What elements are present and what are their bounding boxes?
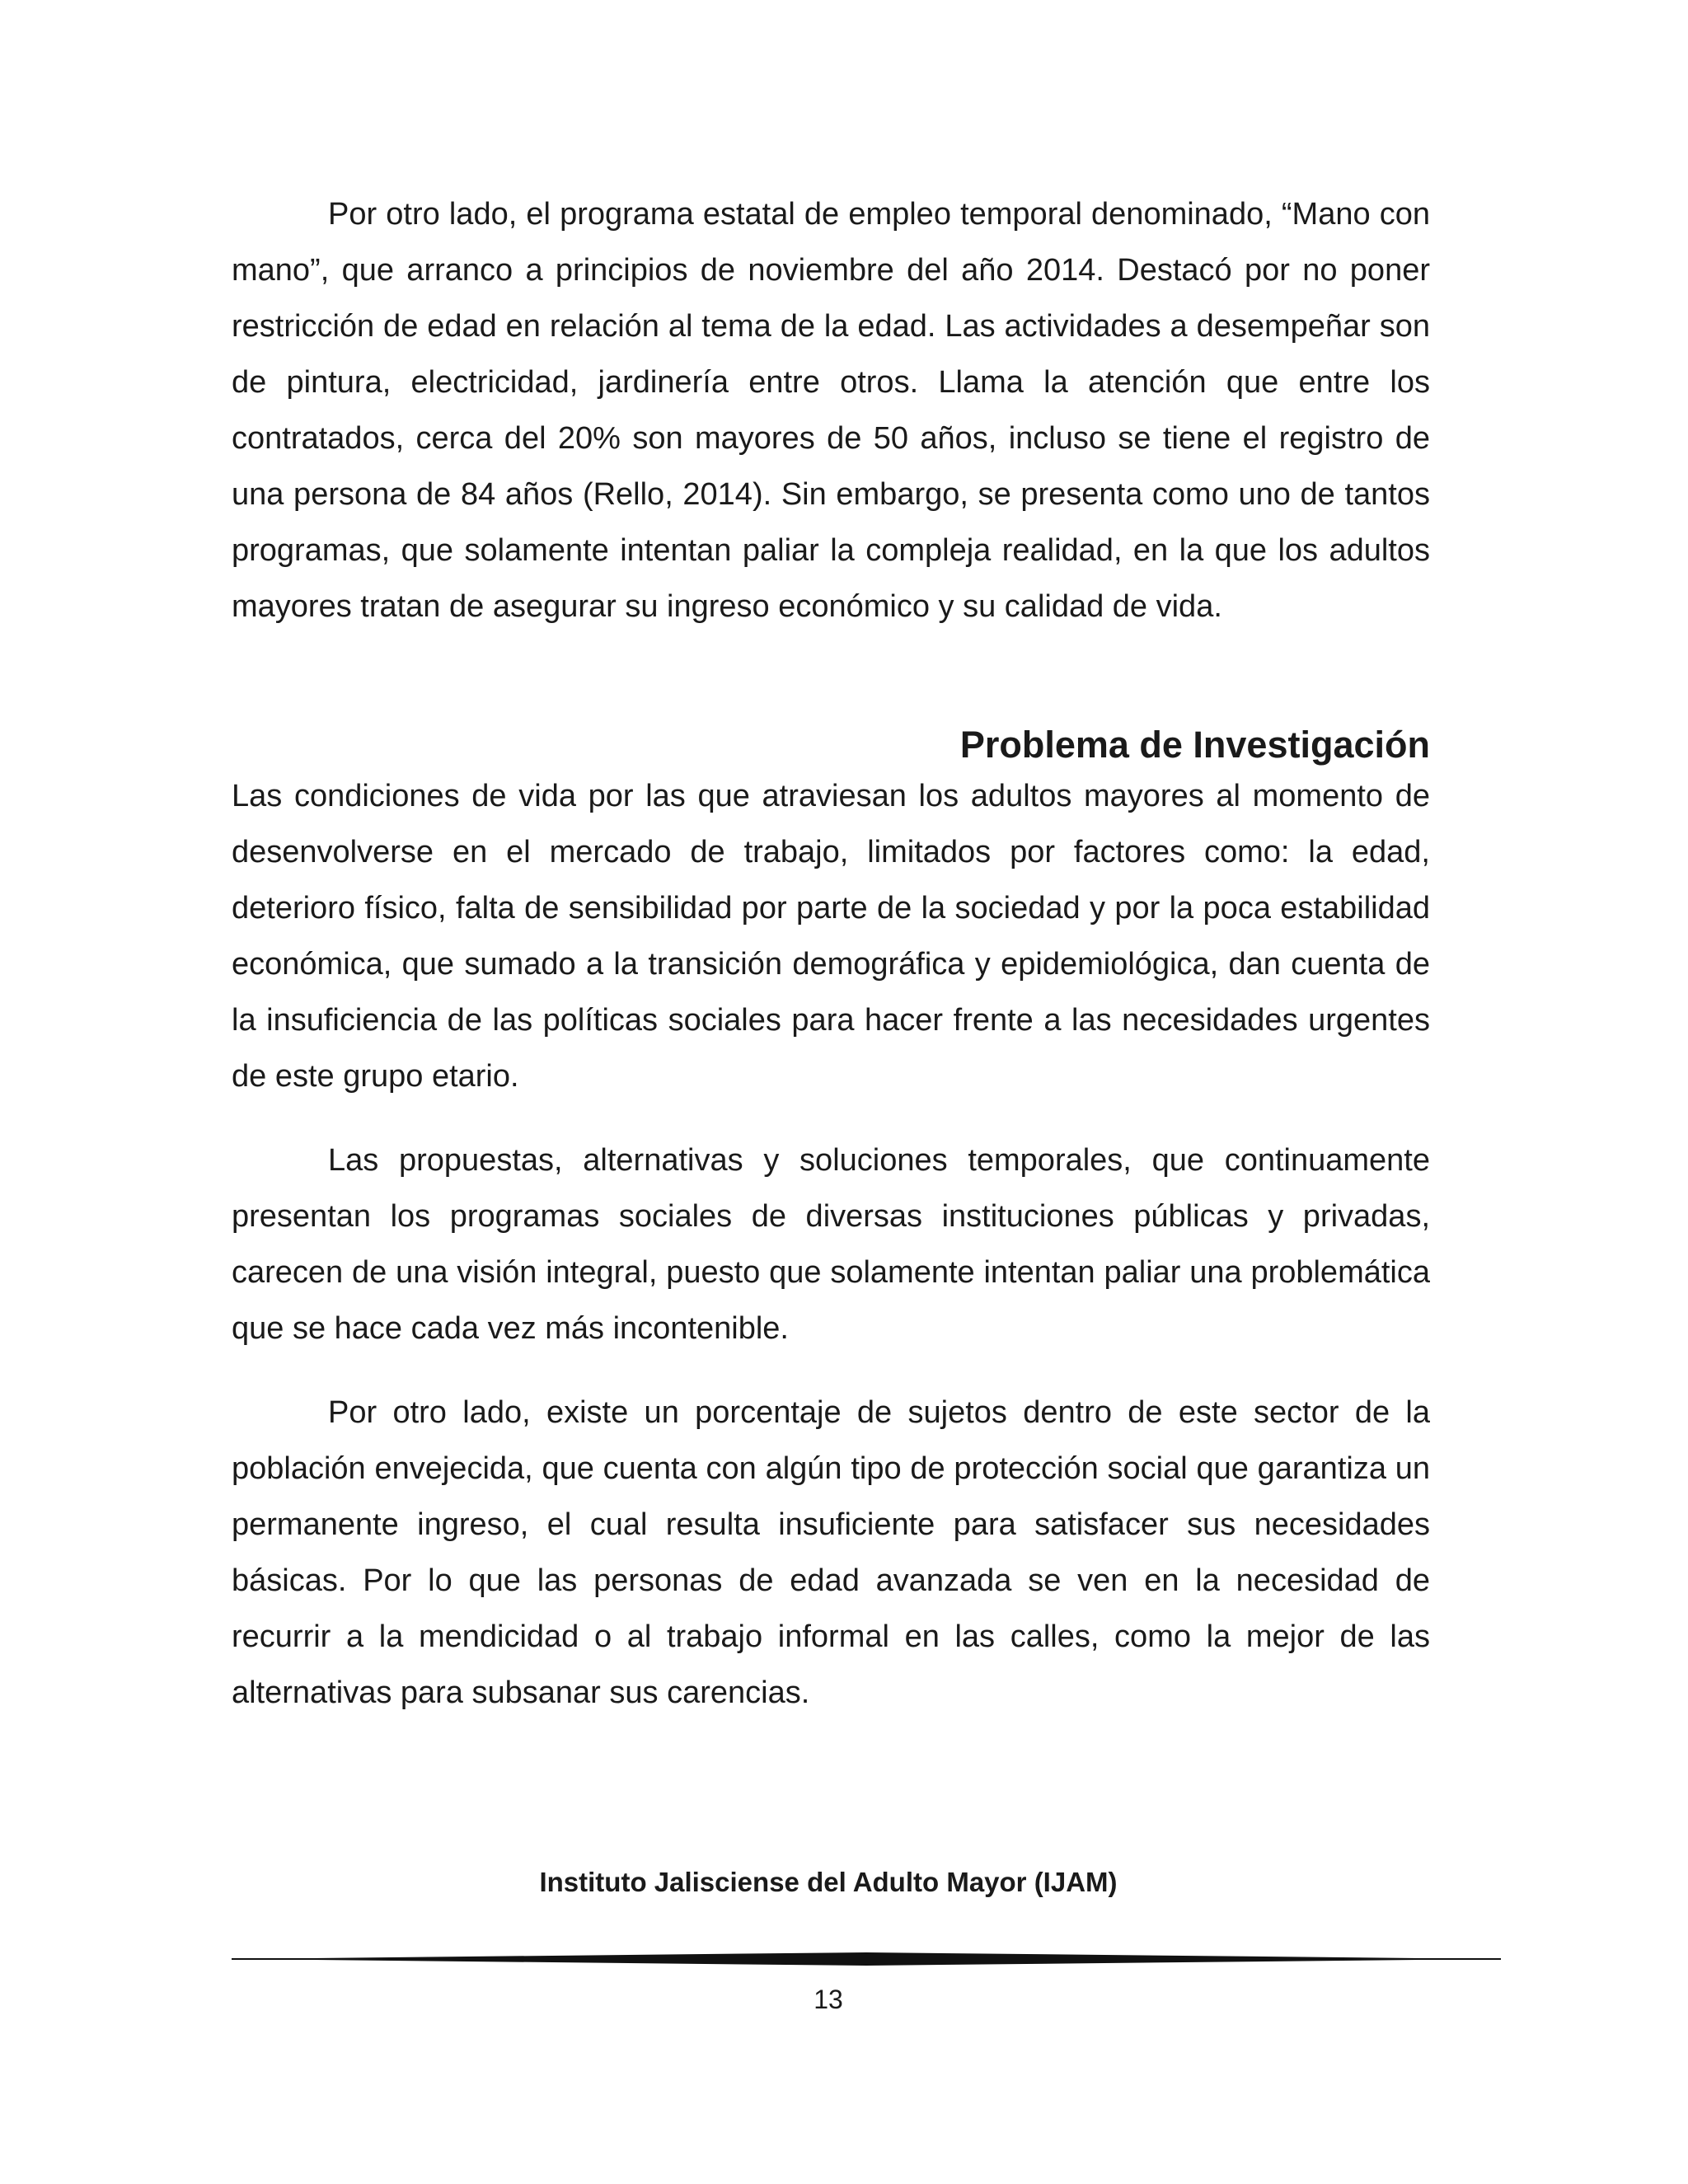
page-number: 13	[814, 1985, 843, 2014]
body-paragraph-problem-statement: Las condiciones de vida por las que atraviesan los adultos mayores al momento de desenvolverse en el mercado de trabajo, limitados por factores como: la edad, deterioro físico, falta de sensibilidad por parte de la sociedad y por la poca estabilidad económica, que sumado a la transición demográfica y epidemiológica, dan cuenta de la insuficiencia de las políticas sociales para hacer frente a las necesidades urgentes de este grupo etario.	[232, 779, 1430, 1094]
footer-institution-name: Instituto Jalisciense del Adulto Mayor (IJAM)	[539, 1867, 1118, 1897]
body-paragraph-mano-con-mano: Por otro lado, el programa estatal de empleo temporal denominado, “Mano con mano”, que arranco a principios de noviembre del año 2014. Destacó por no poner restricción de edad en relación al tema de la edad. Las actividades a desempeñar son de pintura, electricidad, jardinería entre otros. Llama la atención que entre los contratados, cerca del 20% son mayores de 50 años, incluso se tiene el registro de una persona de 84 años (Rello, 2014). Sin embargo, se presenta como uno de tantos programas, que solamente intentan paliar la compleja realidad, en la que los adultos mayores tratan de asegurar su ingreso económico y su calidad de vida.	[232, 197, 1430, 624]
footer-divider-rule	[232, 1950, 1501, 1968]
body-paragraph-proposals: Las propuestas, alternativas y soluciones temporales, que continuamente presentan los programas sociales de diversas instituciones públicas y privadas, carecen de una visión integral, puesto que solamente intentan paliar una problemática que se hace cada vez más incontenible.	[232, 1143, 1430, 1346]
section-heading: Problema de Investigación	[959, 724, 1430, 766]
body-paragraph-social-protection: Por otro lado, existe un porcentaje de sujetos dentro de este sector de la población envejecida, que cuenta con algún tipo de protección social que garantiza un permanente ingreso, el cual resulta insuficiente para satisfacer sus necesidades básicas. Por lo que las personas de edad avanzada se ven en la necesidad de recurrir a la mendicidad o al trabajo informal en las calles, como la mejor de las alternativas para subsanar sus carencias.	[232, 1395, 1430, 1710]
